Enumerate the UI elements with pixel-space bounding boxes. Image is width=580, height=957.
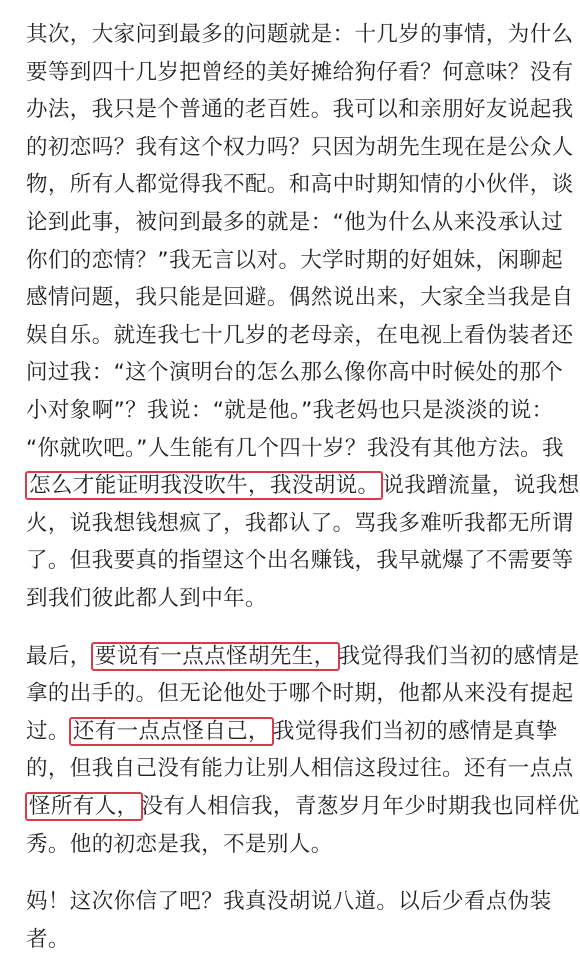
highlighted-phrase: 怪所有人， xyxy=(25,792,143,821)
text-line xyxy=(26,715,556,749)
line-text-after: 我觉得我们当初的感情是 xyxy=(338,643,580,669)
text-line: 到我们彼此都人到中年。 xyxy=(26,586,267,611)
text-line: 的初恋吗？我有这个权力吗？只因为胡先生现在是公众人 xyxy=(26,134,574,160)
line-text-before: 过。 xyxy=(26,718,70,744)
text-line: “你就吹吧。”人生能有几个四十岁？我没有其他方法。我 xyxy=(26,435,564,461)
highlighted-phrase: 还有一点点怪自己， xyxy=(69,717,274,746)
text-line: 的，但我自己没有能力让别人相信这段过往。还有一点点 xyxy=(26,756,574,782)
text-line: 拿的出手的。但无论他处于哪个时期，他都从来没有提起 xyxy=(26,681,574,707)
line-text-after: 说我蹭流量，说我想 xyxy=(382,473,580,499)
text-line: 妈！这次你信了吧？我真没胡说八道。以后少看点伪装 xyxy=(26,889,552,915)
line-text-before: 最后， xyxy=(26,643,92,669)
text-line: 了。但我要真的指望这个出名赚钱，我早就爆了不需要等 xyxy=(26,548,574,574)
text-line xyxy=(26,790,580,824)
text-line: 问过我：“这个演明台的怎么那么像你高中时候处的那个 xyxy=(26,360,564,386)
highlighted-phrase: 怎么才能证明我没吹牛，我没胡说。 xyxy=(25,471,383,500)
text-line: 物，所有人都觉得我不配。和高中时期知情的小伙伴，谈 xyxy=(26,172,574,198)
text-line: 其次，大家问到最多的问题就是：十几岁的事情，为什么 xyxy=(26,22,574,47)
text-line: 论到此事，被问到最多的就是：“他为什么从来没承认过 xyxy=(26,210,564,235)
text-line: 你们的恋情？”我无言以对。大学时期的好姐妹，闲聊起 xyxy=(26,247,564,273)
text-line: 者。 xyxy=(26,926,70,952)
text-line: 娱自乐。就连我七十几岁的老母亲，在电视上看伪装者还 xyxy=(26,322,574,348)
text-line xyxy=(26,469,580,503)
text-line: 要等到四十几岁把曾经的美好摊给狗仔看？何意味？没有 xyxy=(26,59,574,85)
text-line: 办法，我只是个普通的老百姓。我可以和亲朋好友说起我 xyxy=(26,97,574,123)
text-line: 感情问题，我只能是回避。偶然说出来，大家全当我是自 xyxy=(26,285,574,311)
text-line: 小对象啊”？我说：“就是他。”我老妈也只是淡淡的说： xyxy=(26,398,554,423)
text-line: 火，说我想钱想疯了，我都认了。骂我多难听我都无所谓 xyxy=(26,510,574,536)
line-text-after: 没有人相信我，青葱岁月年少时期我也同样优 xyxy=(141,794,580,819)
text-line xyxy=(26,640,580,674)
line-text-after: 我觉得我们当初的感情是真挚 xyxy=(272,718,558,744)
highlighted-phrase: 要说有一点点怪胡先生， xyxy=(91,642,340,671)
text-line: 秀。他的初恋是我，不是别人。 xyxy=(26,831,333,857)
